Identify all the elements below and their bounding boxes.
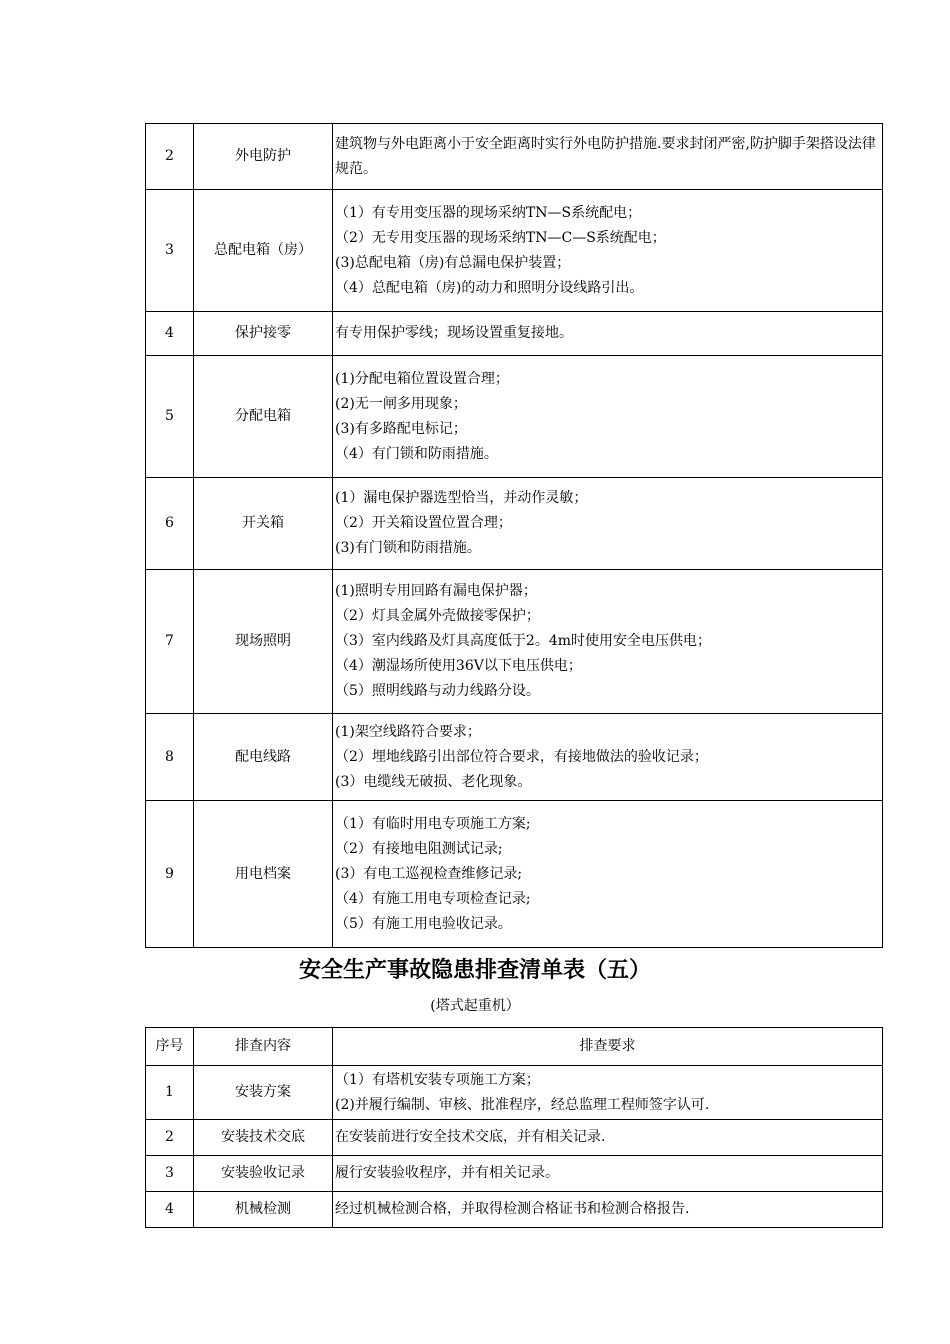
requirements: [333, 312, 883, 356]
row-number: 2: [146, 1120, 194, 1156]
row-number: 6: [146, 478, 194, 570]
table-row: [146, 1156, 883, 1192]
requirement-line: (3)有门锁和防雨措施。: [335, 540, 481, 556]
check-item: 安装验收记录: [194, 1156, 333, 1192]
requirement-line: (2)无一闸多用现象；: [335, 395, 467, 412]
check-item: 开关箱: [194, 478, 333, 570]
table-row: [146, 1066, 883, 1120]
requirements: [333, 124, 883, 190]
table-header-row: [146, 1028, 883, 1066]
check-item: 保护接零: [194, 312, 333, 356]
table-row: [146, 714, 883, 801]
requirements: [333, 1120, 883, 1156]
requirements: [333, 1192, 883, 1228]
requirement-line: （4）有施工用电专项检查记录;: [335, 890, 531, 907]
requirements: [333, 190, 883, 312]
table-row: [146, 356, 883, 478]
electrical-checklist-table: [145, 123, 883, 948]
requirements: [333, 1156, 883, 1192]
check-item: 安装方案: [194, 1066, 333, 1120]
section-title: 安全生产事故隐患排查清单表（五）: [298, 958, 651, 983]
requirement-line: (3）电缆线无破损、老化现象。: [335, 773, 532, 790]
requirement-line: (3)总配电箱（房)有总漏电保护装置；: [335, 254, 571, 271]
requirement-line: （2）无专用变压器的现场采纳TN—C—S系统配电；: [335, 229, 666, 246]
row-number: 4: [146, 312, 194, 356]
requirement-line: 履行安装验收程序，并有相关记录。: [335, 1165, 559, 1181]
row-number: 2: [146, 124, 194, 190]
requirement-line: （1）有塔机安装专项施工方案；: [335, 1071, 540, 1088]
row-number: 1: [146, 1066, 194, 1120]
table-row: [146, 570, 883, 714]
table-row: [146, 124, 883, 190]
section-subtitle: (塔式起重机）: [430, 998, 520, 1014]
table-row: [146, 1192, 883, 1228]
row-number: 4: [146, 1192, 194, 1228]
requirement-line: （2）有接地电阻测试记录;: [335, 840, 503, 857]
table-row: [146, 1120, 883, 1156]
check-item: 总配电箱（房）: [194, 190, 333, 312]
requirement-line: (1)架空线路符合要求；: [335, 723, 481, 740]
requirement-line: （2）埋地线路引出部位符合要求，有接地做法的验收记录；: [335, 748, 708, 765]
row-number: 5: [146, 356, 194, 478]
header-requirement: 排查要求: [333, 1028, 883, 1066]
requirements: [333, 570, 883, 714]
tower-crane-checklist-table: [145, 1027, 883, 1228]
requirement-line: (1）漏电保护器选型恰当，并动作灵敏；: [335, 490, 588, 506]
requirement-line: (3）有电工巡视检查维修记录;: [335, 865, 523, 882]
requirement-line: （4）总配电箱（房)的动力和照明分设线路引出。: [335, 279, 644, 296]
requirements: [333, 1066, 883, 1120]
requirements: [333, 478, 883, 570]
requirement-line: (3)有多路配电标记；: [335, 420, 467, 437]
check-item: 分配电箱: [194, 356, 333, 478]
requirement-line: （4）潮湿场所使用36V以下电压供电；: [335, 658, 582, 674]
requirement-line: （2）灯具金属外壳做接零保护；: [335, 608, 540, 624]
check-item: 现场照明: [194, 570, 333, 714]
requirement-line: 在安装前进行安全技术交底，并有相关记录.: [335, 1129, 606, 1145]
header-item: 排查内容: [194, 1028, 333, 1066]
requirement-line: (2)并履行编制、审核、批准程序，经总监理工程师签字认可.: [335, 1096, 710, 1113]
table-row: [146, 478, 883, 570]
row-number: 3: [146, 190, 194, 312]
row-number: 3: [146, 1156, 194, 1192]
requirements: [333, 801, 883, 948]
requirement-line: （3）室内线路及灯具高度低于2。4m时使用安全电压供电；: [335, 633, 711, 649]
table-row: [146, 190, 883, 312]
requirements: [333, 714, 883, 801]
requirement-line: （4）有门锁和防雨措施。: [335, 445, 498, 462]
row-number: 9: [146, 801, 194, 948]
requirement-line: （2）开关箱设置位置合理；: [335, 515, 512, 531]
check-item: 外电防护: [194, 124, 333, 190]
check-item: 机械检测: [194, 1192, 333, 1228]
requirement-line: （5）照明线路与动力线路分设。: [335, 683, 540, 699]
table-row: [146, 801, 883, 948]
requirements: [333, 356, 883, 478]
requirement-line: （5）有施工用电验收记录。: [335, 915, 512, 932]
table-row: [146, 312, 883, 356]
requirement-line: 有专用保护零线；现场设置重复接地。: [335, 325, 573, 341]
requirement-line: (1)分配电箱位置设置合理；: [335, 370, 509, 387]
row-number: 7: [146, 570, 194, 714]
check-item: 安装技术交底: [194, 1120, 333, 1156]
requirement-line: (1)照明专用回路有漏电保护器；: [335, 583, 537, 599]
requirement-line: （1）有临时用电专项施工方案;: [335, 815, 531, 832]
requirement-line: （1）有专用变压器的现场采纳TN—S系统配电；: [335, 204, 642, 221]
check-item: 用电档案: [194, 801, 333, 948]
requirement-line: 经过机械检测合格，并取得检测合格证书和检测合格报告.: [335, 1201, 690, 1217]
requirement-line: 建筑物与外电距离小于安全距离时实行外电防护措施.要求封闭严密,防护脚手架搭设法律规范。: [335, 135, 876, 177]
check-item: 配电线路: [194, 714, 333, 801]
row-number: 8: [146, 714, 194, 801]
header-number: 序号: [146, 1028, 194, 1066]
